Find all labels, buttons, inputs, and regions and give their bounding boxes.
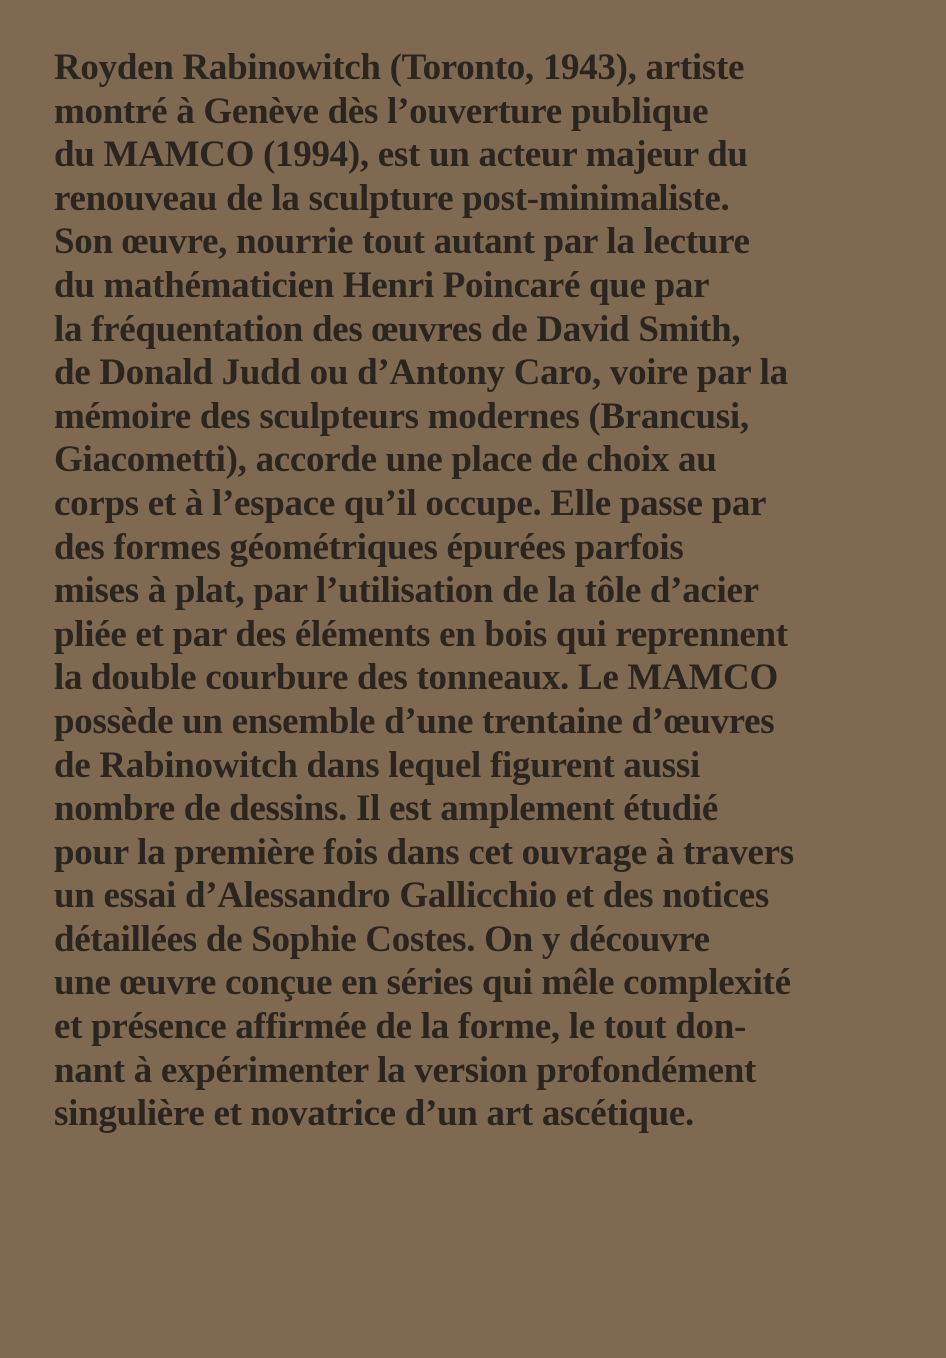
text-line: détaillées de Sophie Costes. On y découvre (54, 918, 710, 960)
book-description-paragraph (54, 46, 914, 1136)
text-line: la double courbure des tonneaux. Le MAMCO (54, 657, 778, 699)
text-line: mises à plat, par l’utilisation de la tôle d’acier (54, 570, 759, 612)
text-line: corps et à l’espace qu’il occupe. Elle passe par (54, 482, 767, 524)
text-line: du MAMCO (1994), est un acteur majeur du (54, 134, 748, 176)
text-line: singulière et novatrice d’un art ascétique. (54, 1093, 695, 1135)
text-line: Son œuvre, nourrie tout autant par la lecture (54, 221, 750, 263)
text-line: nombre de dessins. Il est amplement étudié (54, 788, 719, 830)
text-line: une œuvre conçue en séries qui mêle complexité (54, 962, 791, 1004)
text-line: de Rabinowitch dans lequel figurent aussi (54, 744, 700, 786)
text-line: mémoire des sculpteurs modernes (Brancusi, (54, 395, 749, 437)
text-line: du mathématicien Henri Poincaré que par (54, 264, 710, 306)
text-line: un essai d’Alessandro Gallicchio et des notices (54, 875, 769, 917)
text-line: Royden Rabinowitch (Toronto, 1943), artiste (54, 47, 745, 88)
text-line: et présence affirmée de la forme, le tout don- (54, 1006, 747, 1048)
text-line: pliée et par des éléments en bois qui reprennent (54, 613, 788, 655)
text-line: renouveau de la sculpture post-minimaliste. (54, 177, 730, 219)
text-line: possède un ensemble d’une trentaine d’œuvres (54, 700, 775, 742)
text-line: pour la première fois dans cet ouvrage à travers (54, 831, 794, 873)
text-line: nant à expérimenter la version profondément (54, 1049, 757, 1091)
text-line: Giacometti), accorde une place de choix au (54, 439, 717, 481)
text-line: de Donald Judd ou d’Antony Caro, voire par la (54, 352, 788, 394)
text-line: des formes géométriques épurées parfois (54, 526, 684, 568)
text-line: montré à Genève dès l’ouverture publique (54, 90, 709, 132)
text-line: la fréquentation des œuvres de David Smith, (54, 308, 741, 350)
